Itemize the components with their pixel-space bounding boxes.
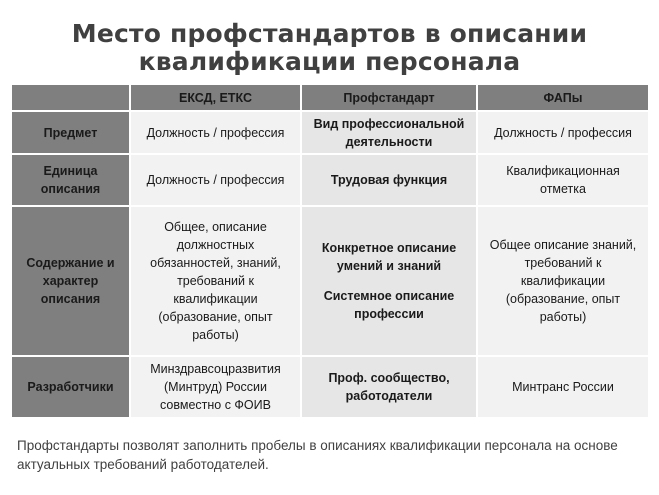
- cell-faps: Общее описание знаний, требований к квалификации (образование, опыт работы): [477, 206, 649, 356]
- table-header-eksd: ЕКСД, ЕТКС: [130, 84, 301, 111]
- slide-title: [0, 20, 659, 76]
- row-label-content: Содержание и характер описания: [11, 206, 130, 356]
- footnote: Профстандарты позволят заполнить пробелы в описаниях квалификации персонала на основе актуальных требований работодателей.: [17, 438, 618, 472]
- cell-eksd: Должность / профессия: [130, 154, 301, 206]
- cell-faps: Должность / профессия: [477, 111, 649, 154]
- table-row: [11, 206, 649, 356]
- table-header-faps: ФАПы: [477, 84, 649, 111]
- table-row: [11, 111, 649, 154]
- table-row: [11, 356, 649, 418]
- cell-profstandart: Вид профессиональной деятельности: [301, 111, 477, 154]
- row-label-unit: Единица описания: [11, 154, 130, 206]
- cell-faps: Минтранс России: [477, 356, 649, 418]
- comparison-table: [10, 83, 650, 419]
- table-header-row: [11, 84, 649, 111]
- cell-profstandart-part-1: Конкретное описание умений и знаний: [321, 241, 457, 273]
- table-row: [11, 154, 649, 206]
- cell-profstandart: [301, 206, 477, 356]
- cell-profstandart: Трудовая функция: [301, 154, 477, 206]
- cell-eksd: Общее, описание должностных обязанностей, знаний, требований к квалификации (образование, опыт работы): [130, 206, 301, 356]
- cell-profstandart-part-2: Системное описание профессии: [323, 289, 455, 321]
- cell-profstandart: Проф. сообщество, работодатели: [301, 356, 477, 418]
- table-header-profstandart: Профстандарт: [301, 84, 477, 111]
- cell-eksd: Минздравсоцразвития (Минтруд) России совместно с ФОИВ: [130, 356, 301, 418]
- cell-faps: Квалификационная отметка: [477, 154, 649, 206]
- table-header-corner: [11, 84, 130, 111]
- row-label-developers: Разработчики: [11, 356, 130, 418]
- row-label-subject: Предмет: [11, 111, 130, 154]
- slide-title-line-1: Место профстандартов в описании: [71, 19, 588, 48]
- slide-title-line-2: квалификации персонала: [138, 47, 521, 76]
- cell-eksd: Должность / профессия: [130, 111, 301, 154]
